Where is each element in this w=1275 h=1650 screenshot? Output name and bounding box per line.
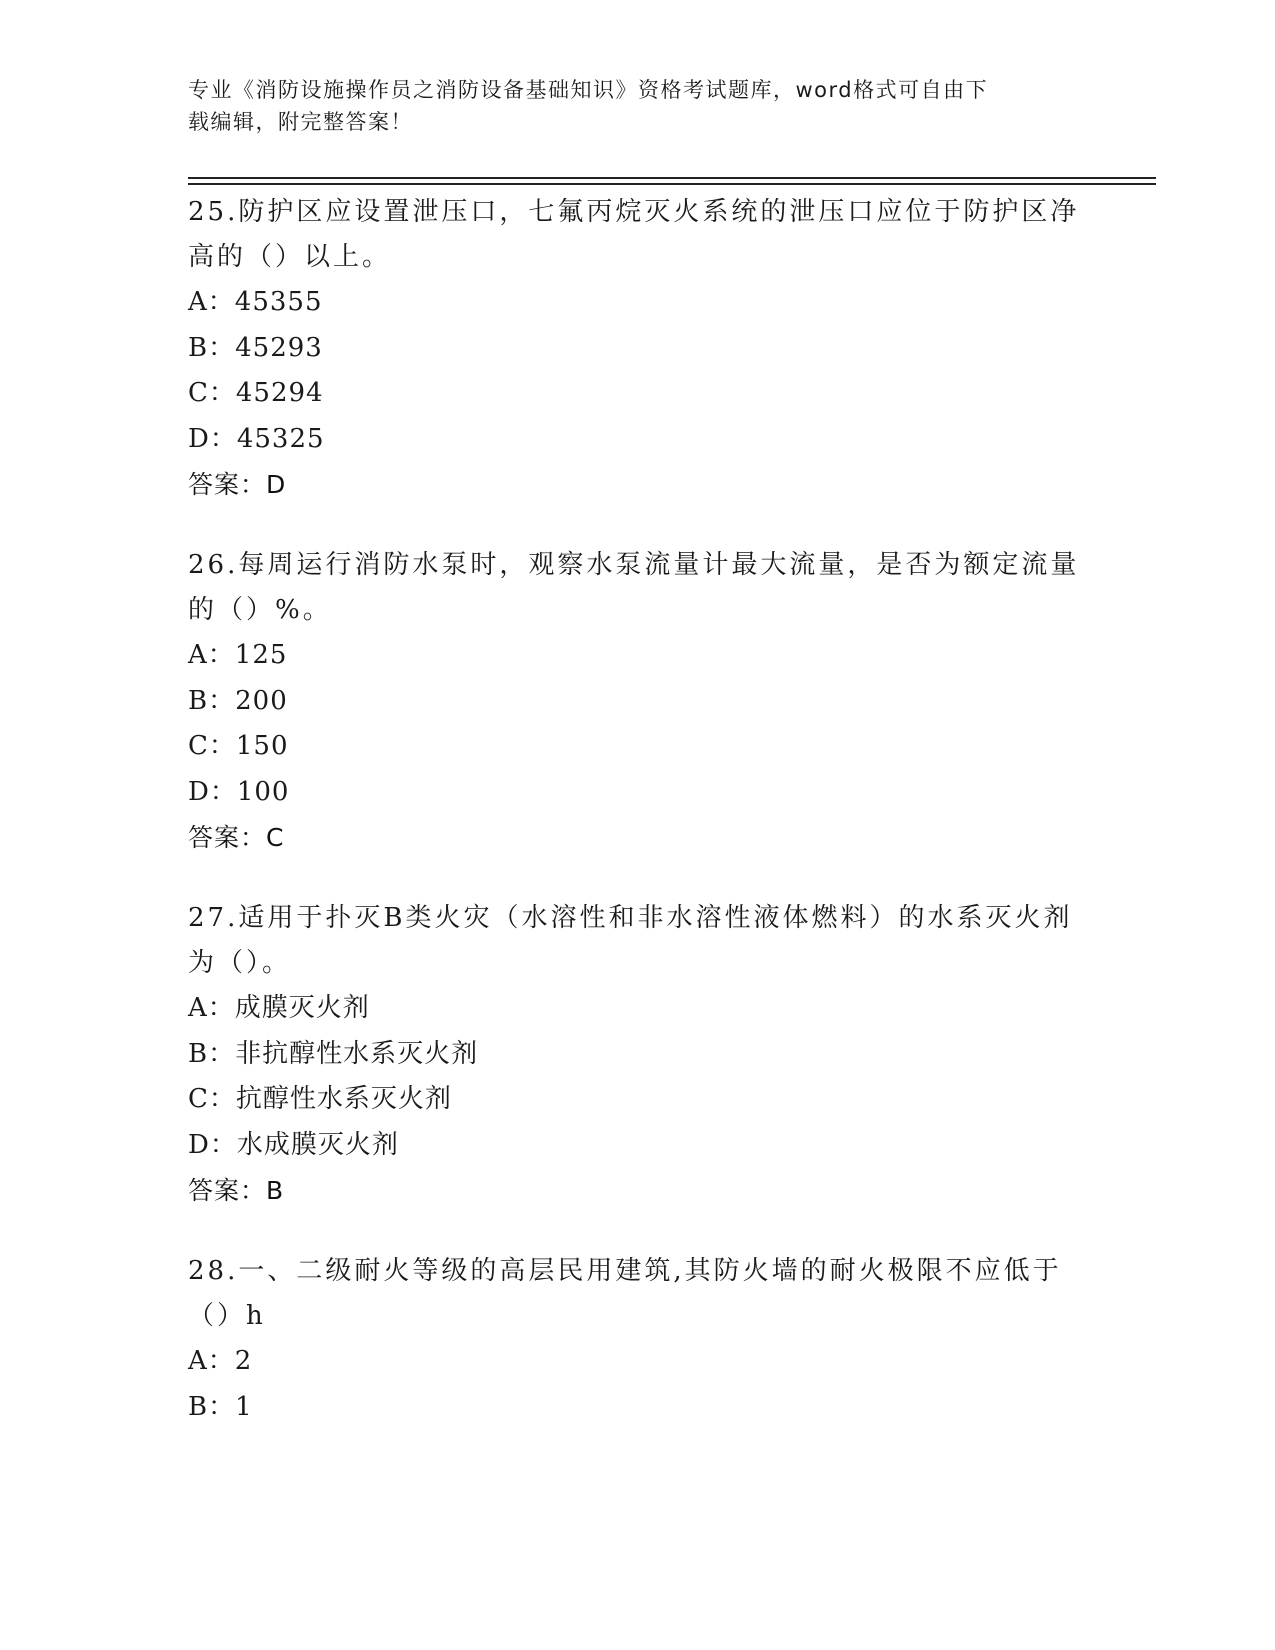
option-d: D：45325 [188, 423, 325, 454]
question-text: 28.一、二级耐火等级的高层民用建筑,其防火墙的耐火极限不应低于（）h [188, 1256, 1062, 1331]
answer-line: 答案：C [188, 823, 285, 852]
option-a: A：成膜灭火剂 [188, 993, 370, 1023]
header-divider-top [188, 177, 1156, 179]
option-a: A：45355 [188, 287, 323, 317]
question-list [188, 190, 1088, 1466]
option-b: B：200 [188, 685, 288, 716]
question-28 [188, 1249, 1088, 1430]
header-line-2: 载编辑，附完整答案！ [188, 110, 413, 134]
option-b: B：非抗醇性水系灭火剂 [188, 1038, 479, 1069]
header-divider-bottom [188, 183, 1156, 185]
question-26 [188, 543, 1088, 860]
question-text: 26.每周运行消防水泵时，观察水泵流量计最大流量，是否为额定流量的（）%。 [188, 550, 1080, 625]
option-d: D：水成膜灭火剂 [188, 1129, 399, 1160]
option-c: C：150 [188, 731, 289, 761]
document-header [188, 74, 1068, 138]
answer-line: 答案：D [188, 470, 287, 499]
question-text: 25.防护区应设置泄压口，七氟丙烷灭火系统的泄压口应位于防护区净高的（）以上。 [188, 197, 1080, 272]
option-a: A：125 [188, 640, 288, 670]
option-c: C：抗醇性水系灭火剂 [188, 1084, 452, 1114]
question-27 [188, 896, 1088, 1213]
question-text: 27.适用于扑灭B类火灾（水溶性和非水溶性液体燃料）的水系灭火剂为（）。 [188, 903, 1073, 978]
answer-line: 答案：B [188, 1176, 285, 1205]
option-a: A：2 [188, 1346, 253, 1376]
header-line-1: 专业《消防设施操作员之消防设备基础知识》资格考试题库，word格式可自由下 [188, 78, 989, 102]
option-c: C：45294 [188, 378, 324, 408]
question-25 [188, 190, 1088, 507]
option-b: B：1 [188, 1391, 253, 1422]
option-d: D：100 [188, 776, 290, 807]
option-b: B：45293 [188, 332, 323, 363]
